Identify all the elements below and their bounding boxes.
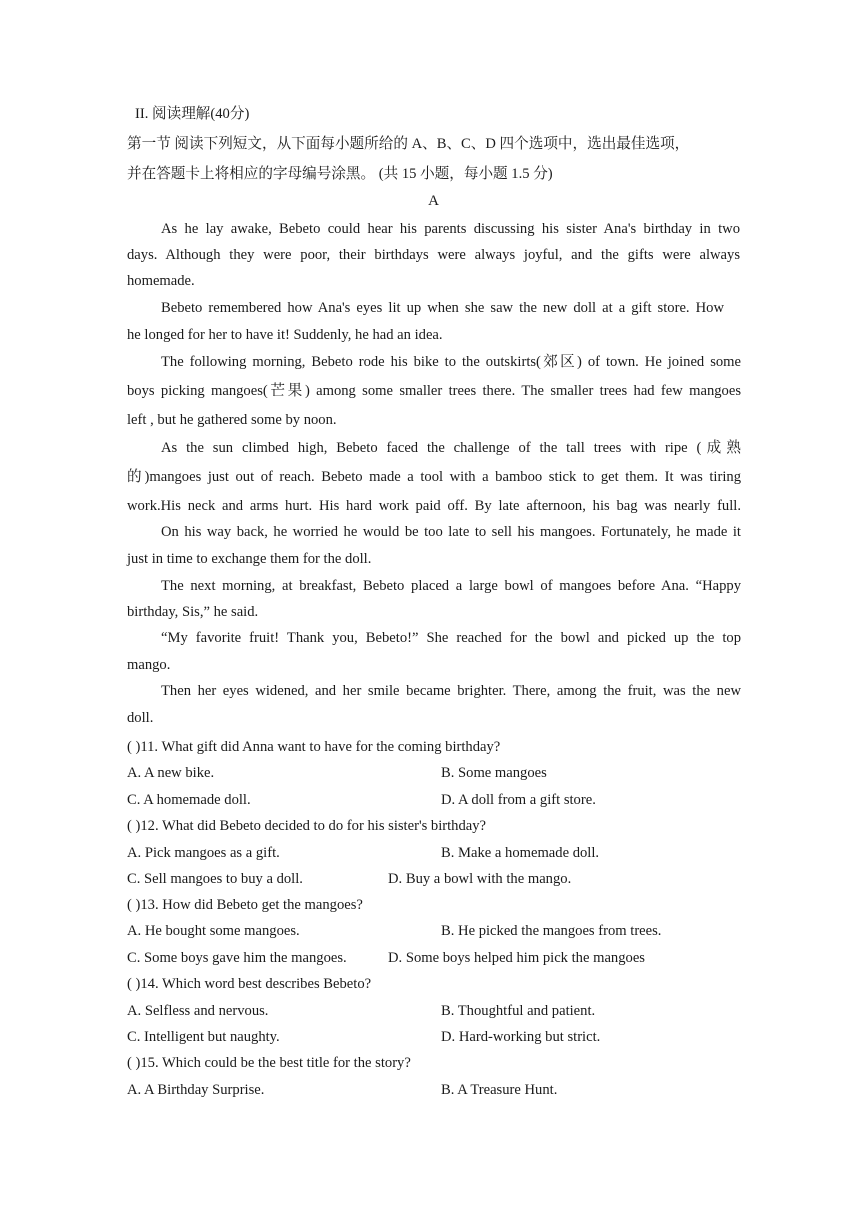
option-14-b[interactable]: B. Thoughtful and patient. [441,1003,596,1019]
passage-line: “My favorite fruit! Thank you, Bebeto!” She reached for the bowl and picked up the top [161,630,741,646]
instruction-line-2: 并在答题卡上将相应的字母编号涂黑。 (共 15 小题，每小题 1.5 分) [127,166,553,182]
passage-line: he longed for her to have it! Suddenly, he had an idea. [127,327,443,343]
option-13-b[interactable]: B. He picked the mangoes from trees. [441,923,662,939]
option-13-a[interactable]: A. He bought some mangoes. [127,923,300,939]
passage-line: Then her eyes widened, and her smile became brighter. There, among the fruit, was the new [161,683,741,699]
option-12-d[interactable]: D. Buy a bowl with the mango. [388,871,572,887]
option-12-b[interactable]: B. Make a homemade doll. [441,845,600,861]
passage-line: As he lay awake, Bebeto could hear his parents discussing his sister Ana's birthday in two [161,221,740,237]
passage-title: A [428,193,439,209]
passage-line: 的)mangoes just out of reach. Bebeto made a tool with a bamboo stick to get them. It was tiring [127,469,741,485]
option-13-d[interactable]: D. Some boys helped him pick the mangoes [388,950,645,966]
option-14-a[interactable]: A. Selfless and nervous. [127,1003,269,1019]
question-stem-15: ( )15. Which could be the best title for the story? [127,1055,411,1071]
passage-line: just in time to exchange them for the doll. [127,551,372,567]
passage-line: homemade. [127,273,195,289]
passage-line: boys picking mangoes(芒果) among some smaller trees there. The smaller trees had few mangoes [127,383,741,399]
passage-line: left , but he gathered some by noon. [127,412,337,428]
instruction-line-1: 第一节 阅读下列短文，从下面每小题所给的 A、B、C、D 四个选项中，选出最佳选项， [127,136,690,152]
question-stem-14: ( )14. Which word best describes Bebeto? [127,976,372,992]
question-stem-11: ( )11. What gift did Anna want to have for the coming birthday? [127,739,501,755]
option-11-b[interactable]: B. Some mangoes [441,765,547,781]
option-11-d[interactable]: D. A doll from a gift store. [441,792,596,808]
passage-line: The next morning, at breakfast, Bebeto placed a large bowl of mangoes before Ana. “Happy [161,578,741,594]
passage-line: mango. [127,657,171,673]
passage-line: work.His neck and arms hurt. His hard work paid off. By late afternoon, his bag was nearly full. [127,498,741,514]
option-11-c[interactable]: C. A homemade doll. [127,792,251,808]
option-12-c[interactable]: C. Sell mangoes to buy a doll. [127,871,303,887]
question-stem-12: ( )12. What did Bebeto decided to do for his sister's birthday? [127,818,487,834]
option-15-a[interactable]: A. A Birthday Surprise. [127,1082,265,1098]
option-15-b[interactable]: B. A Treasure Hunt. [441,1082,558,1098]
passage-line: The following morning, Bebeto rode his bike to the outskirts(郊区) of town. He joined some [161,354,741,370]
passage-line: As the sun climbed high, Bebeto faced the challenge of the tall trees with ripe (成熟 [161,440,741,456]
passage-line: On his way back, he worried he would be too late to sell his mangoes. Fortunately, he made it [161,524,741,540]
option-13-c[interactable]: C. Some boys gave him the mangoes. [127,950,347,966]
option-12-a[interactable]: A. Pick mangoes as a gift. [127,845,280,861]
option-11-a[interactable]: A. A new bike. [127,765,215,781]
passage-line: birthday, Sis,” he said. [127,604,259,620]
passage-line: Bebeto remembered how Ana's eyes lit up when she saw the new doll at a gift store. How [161,300,724,316]
passage-line: days. Although they were poor, their birthdays were always joyful, and the gifts were always [127,247,740,263]
option-14-d[interactable]: D. Hard-working but strict. [441,1029,601,1045]
question-stem-13: ( )13. How did Bebeto get the mangoes? [127,897,363,913]
option-14-c[interactable]: C. Intelligent but naughty. [127,1029,280,1045]
section-heading: II. 阅读理解(40分) [135,106,250,122]
passage-line: doll. [127,710,154,726]
